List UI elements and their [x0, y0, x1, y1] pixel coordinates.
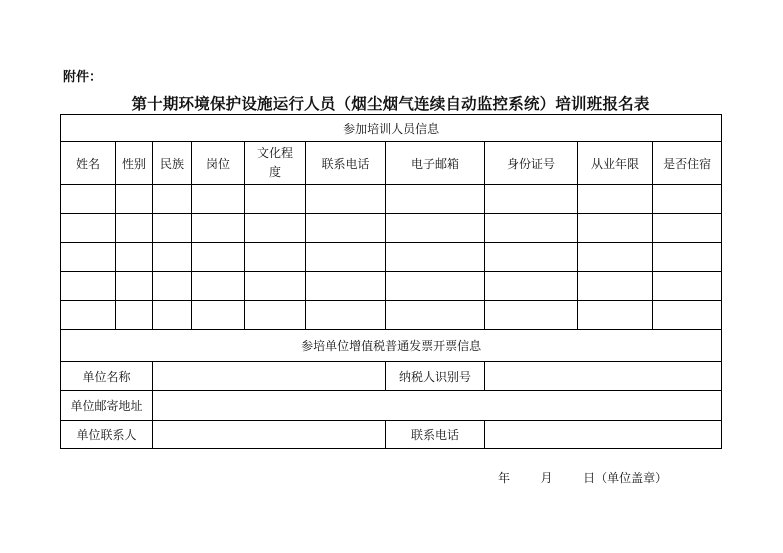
cell-education[interactable]: [245, 214, 306, 243]
cell-gender[interactable]: [116, 185, 153, 214]
cell-ethnicity[interactable]: [153, 301, 192, 330]
cell-years[interactable]: [578, 272, 653, 301]
cell-position[interactable]: [192, 243, 245, 272]
cell-id-number[interactable]: [485, 185, 578, 214]
participant-row: [61, 243, 722, 272]
cell-ethnicity[interactable]: [153, 243, 192, 272]
cell-ethnicity[interactable]: [153, 185, 192, 214]
label-mailing-address: 单位邮寄地址: [61, 391, 153, 421]
cell-name[interactable]: [61, 243, 116, 272]
field-taxpayer-id[interactable]: [485, 362, 722, 391]
cell-years[interactable]: [578, 301, 653, 330]
label-unit-name: 单位名称: [61, 362, 153, 391]
cell-lodging[interactable]: [653, 185, 722, 214]
col-gender: 性别: [116, 142, 153, 185]
cell-name[interactable]: [61, 301, 116, 330]
col-education-line2: 度: [268, 165, 281, 179]
cell-education[interactable]: [245, 243, 306, 272]
cell-position[interactable]: [192, 272, 245, 301]
cell-position[interactable]: [192, 185, 245, 214]
cell-years[interactable]: [578, 243, 653, 272]
field-mailing-address[interactable]: [153, 391, 722, 421]
field-unit-contact[interactable]: [153, 421, 386, 449]
cell-position[interactable]: [192, 214, 245, 243]
col-education-line1: 文化程: [256, 146, 293, 160]
cell-phone[interactable]: [306, 185, 386, 214]
section-participant-header: 参加培训人员信息: [61, 115, 722, 142]
participant-row: [61, 214, 722, 243]
cell-phone[interactable]: [306, 243, 386, 272]
cell-id-number[interactable]: [485, 301, 578, 330]
col-education: [245, 142, 306, 185]
cell-gender[interactable]: [116, 214, 153, 243]
footer-year: 年: [498, 471, 511, 485]
cell-id-number[interactable]: [485, 272, 578, 301]
cell-id-number[interactable]: [485, 214, 578, 243]
cell-gender[interactable]: [116, 272, 153, 301]
footer-month: 月: [540, 471, 553, 485]
col-position: 岗位: [192, 142, 245, 185]
cell-name[interactable]: [61, 185, 116, 214]
cell-ethnicity[interactable]: [153, 214, 192, 243]
cell-lodging[interactable]: [653, 272, 722, 301]
cell-phone[interactable]: [306, 214, 386, 243]
attachment-label: 附件：: [63, 70, 103, 85]
participant-row: [61, 185, 722, 214]
cell-name[interactable]: [61, 272, 116, 301]
cell-gender[interactable]: [116, 301, 153, 330]
cell-position[interactable]: [192, 301, 245, 330]
cell-email[interactable]: [386, 243, 485, 272]
cell-lodging[interactable]: [653, 214, 722, 243]
cell-education[interactable]: [245, 185, 306, 214]
col-years: 从业年限: [578, 142, 653, 185]
cell-years[interactable]: [578, 185, 653, 214]
cell-lodging[interactable]: [653, 243, 722, 272]
cell-lodging[interactable]: [653, 301, 722, 330]
participant-row: [61, 301, 722, 330]
cell-name[interactable]: [61, 214, 116, 243]
label-taxpayer-id: 纳税人识别号: [386, 362, 485, 391]
invoice-row-address: [61, 391, 722, 421]
cell-education[interactable]: [245, 301, 306, 330]
cell-email[interactable]: [386, 301, 485, 330]
cell-gender[interactable]: [116, 243, 153, 272]
cell-education[interactable]: [245, 272, 306, 301]
col-phone: 联系电话: [306, 142, 386, 185]
col-lodging: 是否住宿: [653, 142, 722, 185]
field-unit-name[interactable]: [153, 362, 386, 391]
cell-email[interactable]: [386, 214, 485, 243]
col-name: 姓名: [61, 142, 116, 185]
invoice-row-unit: [61, 362, 722, 391]
col-email: 电子邮箱: [386, 142, 485, 185]
cell-phone[interactable]: [306, 301, 386, 330]
date-seal-line: [498, 469, 667, 486]
col-ethnicity: 民族: [153, 142, 192, 185]
section-invoice-header: 参培单位增值税普通发票开票信息: [61, 330, 722, 362]
cell-email[interactable]: [386, 185, 485, 214]
field-contact-phone[interactable]: [485, 421, 722, 449]
footer-day-seal: 日（单位盖章）: [583, 471, 668, 485]
col-id-number: 身份证号: [485, 142, 578, 185]
cell-id-number[interactable]: [485, 243, 578, 272]
invoice-row-contact: [61, 421, 722, 449]
cell-email[interactable]: [386, 272, 485, 301]
form-title: 第十期环境保护设施运行人员（烟尘烟气连续自动监控系统）培训班报名表: [131, 95, 650, 113]
label-unit-contact: 单位联系人: [61, 421, 153, 449]
participant-row: [61, 272, 722, 301]
cell-ethnicity[interactable]: [153, 272, 192, 301]
column-header-row: [61, 142, 722, 185]
registration-table: [60, 114, 722, 449]
label-contact-phone: 联系电话: [386, 421, 485, 449]
cell-years[interactable]: [578, 214, 653, 243]
cell-phone[interactable]: [306, 272, 386, 301]
